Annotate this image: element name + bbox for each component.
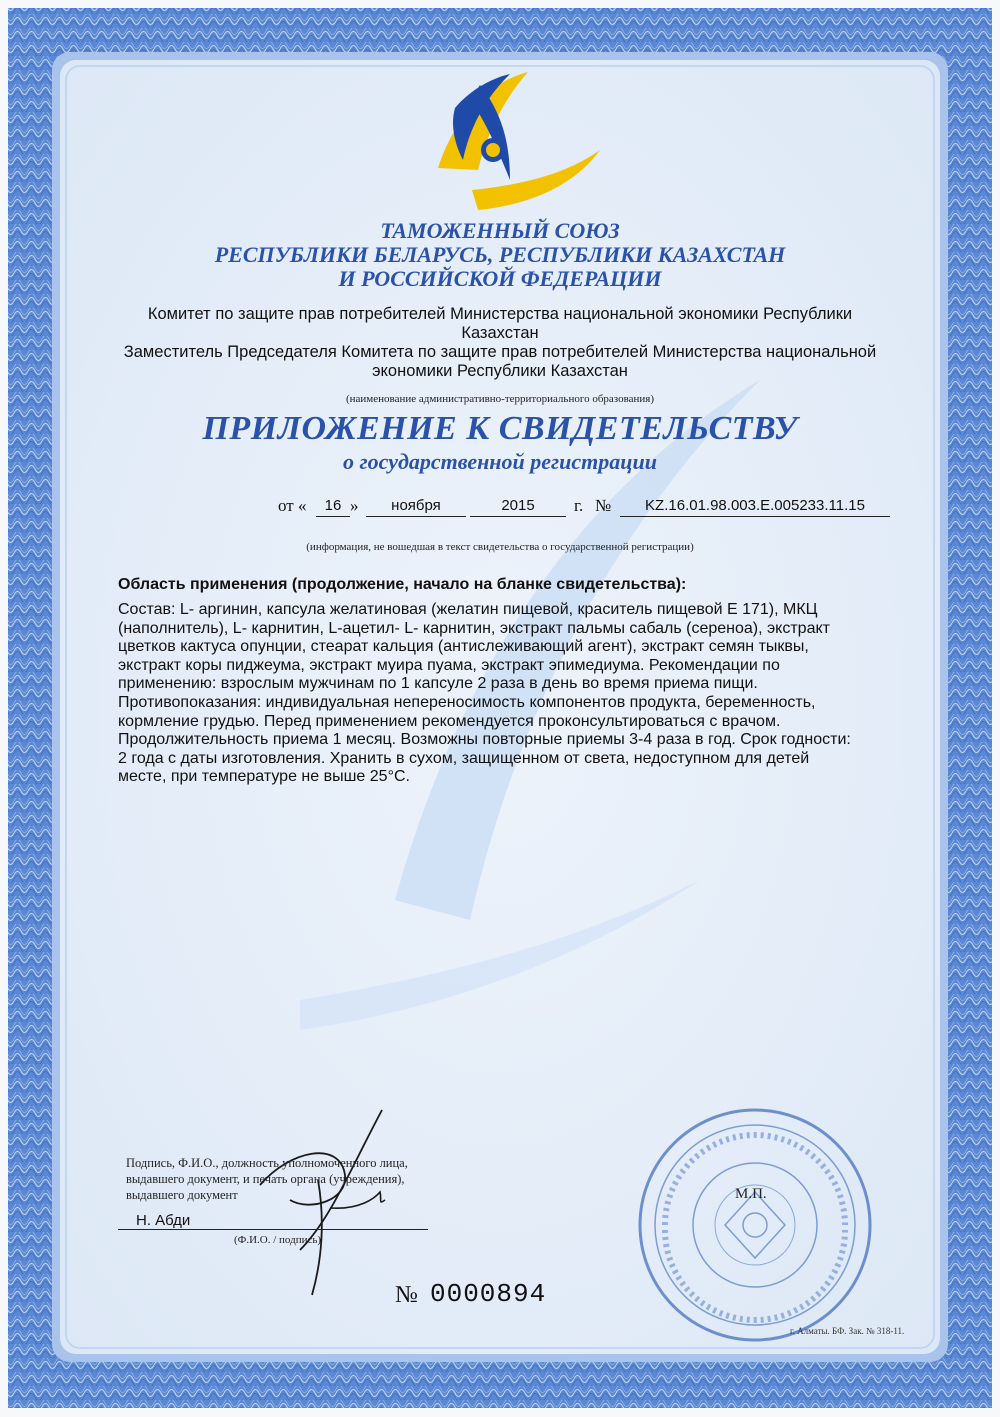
scope-body-line: кормление грудью. Перед применением рекомендуется проконсультироваться с врачом. [118, 712, 781, 730]
date-month: ноября [366, 496, 466, 517]
date-year-suffix: г. [574, 496, 584, 515]
signature-caption-line2: выдавшего документ, и печать органа (учреждения), [126, 1172, 405, 1186]
scope-body-line: Состав: L- аргинин, капсула желатиновая (желатин пищевой, краситель пищевой Е 171), МКЦ [118, 601, 818, 618]
signature-caption-line3: выдавшего документ [126, 1188, 238, 1202]
registration-number: KZ.16.01.98.003.E.005233.11.15 [620, 496, 890, 517]
scope-body-line: применению: взрослым мужчинам по 1 капсуле 2 раза в день во время приема пищи. [118, 675, 758, 693]
authority-line2: Казахстан [461, 324, 539, 342]
scope-body-line: Противопоказания: индивидуальная непереносимость компонентов продукта, беременность, [118, 694, 816, 711]
authority-line1: Комитет по защите прав потребителей Министерства национальной экономики Республики [147, 305, 853, 323]
scope-body-line: месте, при температуре не выше 25°С. [118, 768, 410, 786]
date-quote-close: » [350, 496, 359, 515]
date-from-label: от « [278, 496, 307, 515]
date-day: 16 [316, 496, 350, 517]
authority-line4: экономики Республики Казахстан [372, 362, 628, 380]
authority-line3: Заместитель Председателя Комитета по защите прав потребителей Министерства национальной [123, 343, 877, 361]
scope-body-line: Продолжительность приема 1 месяц. Возможны повторные приемы 3-4 раза в год. Срок годности: [118, 731, 851, 749]
authority-caption: (наименование административно-территориального образования) [345, 393, 655, 405]
union-title-line3: И РОССИЙСКОЙ ФЕДЕРАЦИИ [338, 266, 662, 291]
fio-caption: (Ф.И.О. / подпись) [234, 1234, 322, 1246]
date-year: 2015 [470, 496, 566, 517]
scope-body-line: экстракт коры пиджеума, экстракт муира пуама, экстракт эпимедиума. Рекомендации по [118, 656, 780, 674]
signature-line [118, 1229, 428, 1230]
scope-heading: Область применения (продолжение, начало на бланке свидетельства): [118, 576, 687, 593]
scope-body-line: цветков кактуса опунции, стеарат кальция (антислеживающий агент), экстракт семян тыквы, [118, 638, 809, 656]
union-title-line1: ТАМОЖЕННЫЙ СОЮЗ [380, 218, 620, 243]
document-subtitle: о государственной регистрации [343, 449, 657, 474]
number-sign: № [595, 496, 612, 515]
scope-body-line: 2 года с даты изготовления. Хранить в сухом, защищенном от света, недоступном для детей [118, 749, 810, 767]
union-title-line2: РЕСПУБЛИКИ БЕЛАРУСЬ, РЕСПУБЛИКИ КАЗАХСТАН [214, 242, 786, 267]
signature-caption-line1: Подпись, Ф.И.О., должность уполномоченного лица, [126, 1156, 408, 1170]
stamp-place-label: М.П. [735, 1186, 767, 1202]
signer-name: Н. Абди [136, 1212, 191, 1229]
document-title: ПРИЛОЖЕНИЕ К СВИДЕТЕЛЬСТВУ [202, 410, 798, 447]
info-caption: (информация, не вошедшая в текст свидетельства о государственной регистрации) [306, 541, 694, 553]
scope-body-line: (наполнитель), L- карнитин, L-ацетил- L- карнитин, экстракт пальмы сабаль (сереноа), экстракт [118, 619, 830, 637]
printer-note: г. Алматы. БФ. Зак. № 318-11. [790, 1326, 905, 1336]
serial-number-sign: № [395, 1282, 418, 1308]
serial-number: 0000894 [430, 1279, 547, 1309]
